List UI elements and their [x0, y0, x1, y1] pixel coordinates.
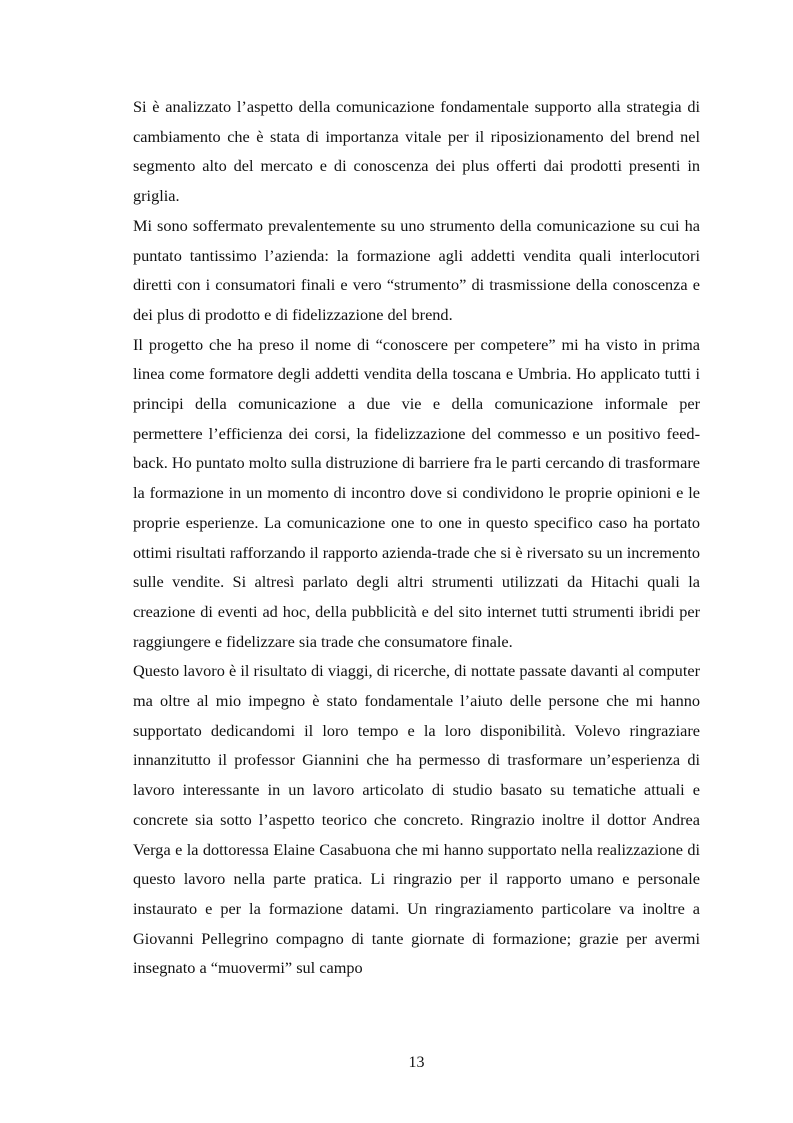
paragraph: Il progetto che ha preso il nome di “conoscere per competere” mi ha visto in prima linea come formatore degli addetti vendita della toscana e Umbria. Ho applicato tutti i principi della comunicazione a due vie e della comunicazione informale per permettere l’efficienza dei corsi, la fidelizzazione del commesso e un positivo feed-back. Ho puntato molto sulla distruzione di barriere fra le parti cercando di trasformare la formazione in un momento di incontro dove si condividono le proprie opinioni e le proprie esperienze. La comunicazione one to one in questo specifico caso ha portato ottimi risultati rafforzando il rapporto azienda-trade che si è riversato su un incremento sulle vendite. Si altresì parlato degli altri strumenti utilizzati da Hitachi quali la creazione di eventi ad hoc, della pubblicità e del sito internet tutti strumenti ibridi per raggiungere e fidelizzare sia trade che consumatore finale.	[133, 334, 700, 651]
page-number: 13	[408, 1054, 425, 1071]
paragraph: Mi sono soffermato prevalentemente su uno strumento della comunicazione su cui ha puntato tantissimo l’azienda: la formazione agli addetti vendita quali interlocutori diretti con i consumatori finali e vero “strumento” di trasmissione della conoscenza e dei plus di prodotto e di fidelizzazione del brend.	[133, 215, 700, 324]
paragraph: Questo lavoro è il risultato di viaggi, di ricerche, di nottate passate davanti al computer ma oltre al mio impegno è stato fondamentale l’aiuto delle persone che mi hanno supportato dedicandomi il loro tempo e la loro disponibilità. Volevo ringraziare innanzitutto il professor Giannini che ha permesso di trasformare un’esperienza di lavoro interessante in un lavoro articolato di studio basato su tematiche attuali e concrete sia sotto l’aspetto teorico che concreto. Ringrazio inoltre il dottor Andrea Verga e la dottoressa Elaine Casabuona che mi hanno supportato nella realizzazione di questo lavoro nella parte pratica. Li ringrazio per il rapporto umano e personale instaurato e per la formazione datami. Un ringraziamento particolare va inoltre a Giovanni Pellegrino compagno di tante giornate di formazione; grazie per avermi insegnato a “muovermi” sul campo	[133, 661, 700, 978]
paragraph: Si è analizzato l’aspetto della comunicazione fondamentale supporto alla strategia di cambiamento che è stata di importanza vitale per il riposizionamento del brend nel segmento alto del mercato e di conoscenza dei plus offerti dai prodotti presenti in griglia.	[133, 97, 700, 206]
text-body	[133, 92, 700, 983]
